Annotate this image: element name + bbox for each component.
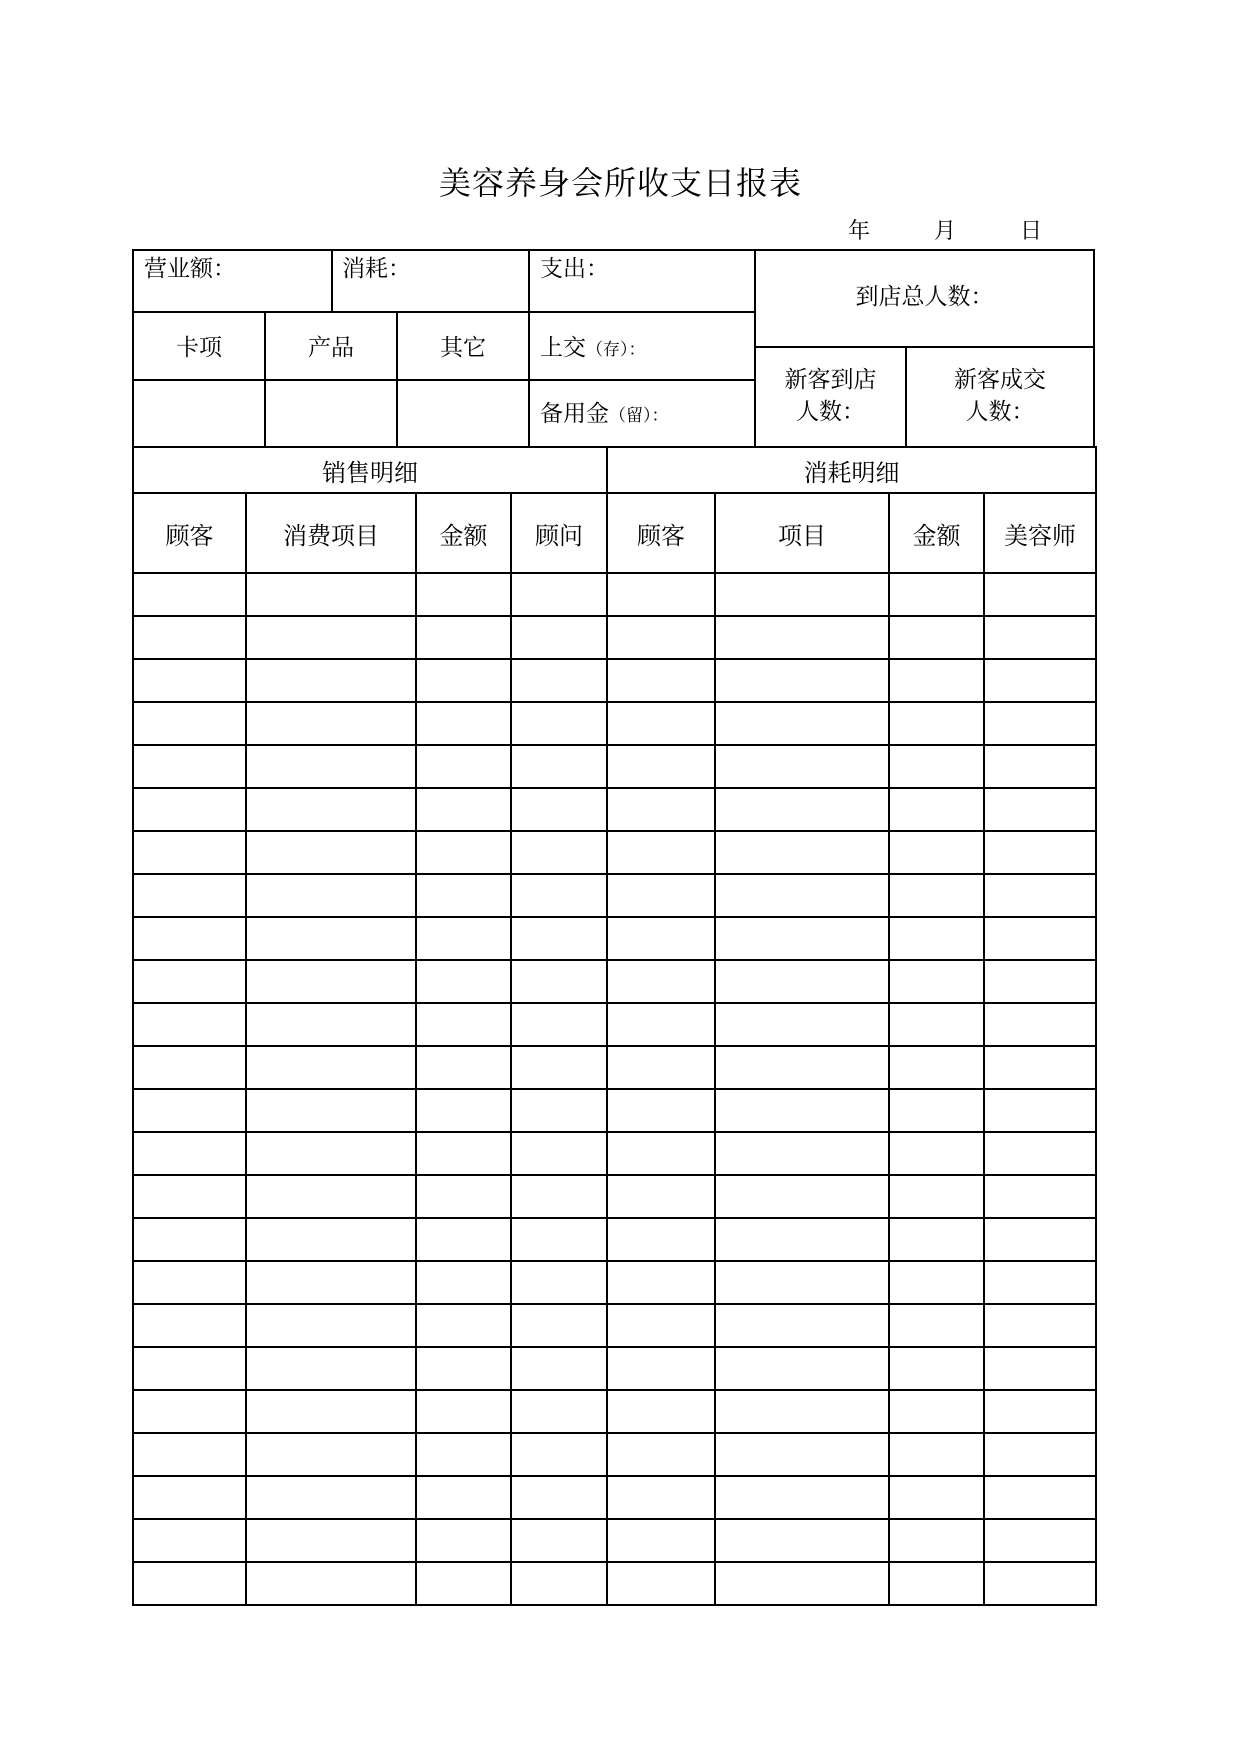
- cell-consume-amount[interactable]: [889, 917, 984, 960]
- cell-consume-amount[interactable]: [889, 831, 984, 874]
- cell-consume-item[interactable]: [715, 1003, 889, 1046]
- cell-consume-amount[interactable]: [889, 573, 984, 616]
- table-row: [133, 788, 1096, 831]
- cell-sales-customer[interactable]: [133, 1562, 246, 1605]
- cell-sales-amount[interactable]: [416, 573, 511, 616]
- cell-consume-item[interactable]: [715, 874, 889, 917]
- summary-divider: [331, 249, 333, 312]
- cell-sales-item[interactable]: [246, 1261, 416, 1304]
- cell-sales-consultant[interactable]: [511, 1390, 607, 1433]
- cell-consume-amount[interactable]: [889, 1089, 984, 1132]
- cell-consume-item[interactable]: [715, 659, 889, 702]
- cell-sales-consultant[interactable]: [511, 917, 607, 960]
- cell-sales-amount[interactable]: [416, 831, 511, 874]
- cell-consume-amount[interactable]: [889, 1433, 984, 1476]
- product-value-cell[interactable]: [266, 381, 396, 447]
- cell-sales-customer[interactable]: [133, 1476, 246, 1519]
- cell-consume-customer[interactable]: [607, 745, 715, 788]
- cell-consume-item[interactable]: [715, 702, 889, 745]
- cell-sales-item[interactable]: [246, 1046, 416, 1089]
- table-row: [133, 1476, 1096, 1519]
- table-row: [133, 1562, 1096, 1605]
- cell-consume-amount[interactable]: [889, 659, 984, 702]
- cell-sales-customer[interactable]: [133, 1046, 246, 1089]
- cell-consume-customer[interactable]: [607, 1304, 715, 1347]
- table-row: [133, 831, 1096, 874]
- cell-sales-item[interactable]: [246, 1132, 416, 1175]
- cell-sales-item[interactable]: [246, 788, 416, 831]
- cell-sales-customer[interactable]: [133, 788, 246, 831]
- cell-consume-customer[interactable]: [607, 1132, 715, 1175]
- cell-consume-amount[interactable]: [889, 745, 984, 788]
- cell-sales-amount[interactable]: [416, 1562, 511, 1605]
- sales-detail-header: 销售明细: [133, 447, 607, 493]
- cell-sales-amount[interactable]: [416, 874, 511, 917]
- cell-consume-beautician[interactable]: [984, 874, 1096, 917]
- reserve-note: （留）：: [609, 406, 669, 426]
- other-value-cell[interactable]: [398, 381, 528, 447]
- cell-sales-customer[interactable]: [133, 702, 246, 745]
- cell-sales-customer[interactable]: [133, 831, 246, 874]
- section-header-row: [133, 447, 1096, 493]
- cell-sales-consultant[interactable]: [511, 745, 607, 788]
- cell-sales-amount[interactable]: [416, 702, 511, 745]
- cell-sales-consultant[interactable]: [511, 1003, 607, 1046]
- cell-sales-consultant[interactable]: [511, 1476, 607, 1519]
- new-visitors-field[interactable]: 人数：: [796, 399, 865, 425]
- table-row: [133, 1089, 1096, 1132]
- table-row: [133, 1175, 1096, 1218]
- cell-consume-item[interactable]: [715, 1390, 889, 1433]
- col-sales-item: 消费项目: [246, 493, 416, 573]
- cell-consume-beautician[interactable]: [984, 1218, 1096, 1261]
- cell-sales-consultant[interactable]: [511, 874, 607, 917]
- cell-consume-amount[interactable]: [889, 616, 984, 659]
- cell-sales-consultant[interactable]: [511, 1562, 607, 1605]
- cell-sales-amount[interactable]: [416, 1046, 511, 1089]
- cell-consume-amount[interactable]: [889, 1304, 984, 1347]
- cell-sales-item[interactable]: [246, 1304, 416, 1347]
- cell-sales-consultant[interactable]: [511, 1347, 607, 1390]
- cell-consume-customer[interactable]: [607, 788, 715, 831]
- cell-consume-item[interactable]: [715, 1089, 889, 1132]
- submitted-label: 上交: [540, 335, 586, 361]
- cell-sales-consultant[interactable]: [511, 1261, 607, 1304]
- cell-sales-consultant[interactable]: [511, 1519, 607, 1562]
- cell-sales-consultant[interactable]: [511, 1433, 607, 1476]
- cell-consume-amount[interactable]: [889, 702, 984, 745]
- total-visitors-field[interactable]: 到店总人数：: [855, 284, 994, 310]
- col-consume-customer: 顾客: [607, 493, 715, 573]
- summary-divider: [754, 346, 1095, 348]
- cell-sales-amount[interactable]: [416, 1390, 511, 1433]
- submitted-note: （存）：: [586, 340, 646, 360]
- cell-sales-item[interactable]: [246, 1519, 416, 1562]
- cell-consume-amount[interactable]: [889, 874, 984, 917]
- submitted-field[interactable]: [540, 333, 646, 365]
- cell-consume-customer[interactable]: [607, 1519, 715, 1562]
- table-row: [133, 1347, 1096, 1390]
- cell-consume-customer[interactable]: [607, 1390, 715, 1433]
- cell-sales-customer[interactable]: [133, 960, 246, 1003]
- cell-sales-amount[interactable]: [416, 1132, 511, 1175]
- cell-consume-item[interactable]: [715, 1562, 889, 1605]
- col-consume-item: 项目: [715, 493, 889, 573]
- cell-sales-amount[interactable]: [416, 1433, 511, 1476]
- cell-sales-amount[interactable]: [416, 659, 511, 702]
- cell-consume-beautician[interactable]: [984, 917, 1096, 960]
- cell-sales-item[interactable]: [246, 1218, 416, 1261]
- cell-sales-item[interactable]: [246, 573, 416, 616]
- cell-sales-customer[interactable]: [133, 616, 246, 659]
- cell-sales-amount[interactable]: [416, 1218, 511, 1261]
- cell-sales-customer[interactable]: [133, 659, 246, 702]
- table-row: [133, 1132, 1096, 1175]
- cell-consume-amount[interactable]: [889, 1046, 984, 1089]
- revenue-field[interactable]: 营业额：: [144, 256, 236, 282]
- cell-sales-item[interactable]: [246, 1433, 416, 1476]
- cell-consume-customer[interactable]: [607, 702, 715, 745]
- report-title: 美容养身会所收支日报表: [438, 164, 802, 202]
- cell-consume-beautician[interactable]: [984, 1390, 1096, 1433]
- cell-sales-consultant[interactable]: [511, 960, 607, 1003]
- cell-consume-beautician[interactable]: [984, 573, 1096, 616]
- table-row: [133, 616, 1096, 659]
- cell-sales-item[interactable]: [246, 1476, 416, 1519]
- cell-consume-beautician[interactable]: [984, 1046, 1096, 1089]
- cell-sales-customer[interactable]: [133, 1519, 246, 1562]
- cell-sales-amount[interactable]: [416, 960, 511, 1003]
- cell-consume-beautician[interactable]: [984, 1562, 1096, 1605]
- cell-sales-consultant[interactable]: [511, 1304, 607, 1347]
- cell-consume-customer[interactable]: [607, 616, 715, 659]
- cell-sales-amount[interactable]: [416, 917, 511, 960]
- table-row: [133, 874, 1096, 917]
- col-consume-amount: 金额: [889, 493, 984, 573]
- cell-sales-item[interactable]: [246, 1390, 416, 1433]
- date-day-label: 日: [1020, 219, 1043, 244]
- col-consume-beautician: 美容师: [984, 493, 1096, 573]
- card-label: 卡项: [176, 335, 222, 361]
- cell-consume-item[interactable]: [715, 917, 889, 960]
- cell-consume-beautician[interactable]: [984, 960, 1096, 1003]
- new-deals-field[interactable]: 人数：: [965, 399, 1035, 425]
- cell-consume-beautician[interactable]: [984, 1175, 1096, 1218]
- new-visitors-label: 新客到店: [784, 367, 877, 393]
- cell-consume-customer[interactable]: [607, 659, 715, 702]
- cell-consume-amount[interactable]: [889, 1390, 984, 1433]
- date-month-label: 月: [934, 219, 957, 244]
- cell-consume-beautician[interactable]: [984, 1519, 1096, 1562]
- cell-consume-beautician[interactable]: [984, 1433, 1096, 1476]
- cell-sales-customer[interactable]: [133, 1003, 246, 1046]
- cell-consume-item[interactable]: [715, 1519, 889, 1562]
- cell-consume-amount[interactable]: [889, 1261, 984, 1304]
- table-row: [133, 1003, 1096, 1046]
- cell-consume-item[interactable]: [715, 831, 889, 874]
- cell-consume-beautician[interactable]: [984, 1132, 1096, 1175]
- cell-sales-customer[interactable]: [133, 1089, 246, 1132]
- cell-sales-consultant[interactable]: [511, 616, 607, 659]
- cell-consume-item[interactable]: [715, 1218, 889, 1261]
- table-row: [133, 917, 1096, 960]
- cell-consume-customer[interactable]: [607, 960, 715, 1003]
- cell-consume-customer[interactable]: [607, 573, 715, 616]
- product-label: 产品: [308, 335, 354, 361]
- cell-sales-amount[interactable]: [416, 1089, 511, 1132]
- cell-consume-customer[interactable]: [607, 1218, 715, 1261]
- cell-consume-customer[interactable]: [607, 1562, 715, 1605]
- cell-sales-consultant[interactable]: [511, 573, 607, 616]
- cell-sales-consultant[interactable]: [511, 1175, 607, 1218]
- cell-sales-item[interactable]: [246, 1562, 416, 1605]
- cell-sales-amount[interactable]: [416, 745, 511, 788]
- cell-sales-customer[interactable]: [133, 745, 246, 788]
- table-row: [133, 1046, 1096, 1089]
- cell-sales-amount[interactable]: [416, 1003, 511, 1046]
- cell-sales-item[interactable]: [246, 702, 416, 745]
- cell-consume-customer[interactable]: [607, 874, 715, 917]
- table-row: [133, 1433, 1096, 1476]
- cell-consume-beautician[interactable]: [984, 1347, 1096, 1390]
- cell-sales-customer[interactable]: [133, 1433, 246, 1476]
- cell-sales-customer[interactable]: [133, 1390, 246, 1433]
- cell-consume-beautician[interactable]: [984, 1003, 1096, 1046]
- cell-consume-amount[interactable]: [889, 1519, 984, 1562]
- summary-divider: [528, 249, 530, 447]
- cell-consume-item[interactable]: [715, 1304, 889, 1347]
- cell-sales-item[interactable]: [246, 616, 416, 659]
- cell-sales-customer[interactable]: [133, 1304, 246, 1347]
- column-header-row: [133, 493, 1096, 573]
- new-deals-label: 新客成交: [954, 367, 1046, 393]
- cell-sales-customer[interactable]: [133, 573, 246, 616]
- cell-consume-beautician[interactable]: [984, 831, 1096, 874]
- cell-consume-beautician[interactable]: [984, 1089, 1096, 1132]
- cell-consume-item[interactable]: [715, 960, 889, 1003]
- date-year-label: 年: [848, 219, 871, 244]
- cell-sales-item[interactable]: [246, 1003, 416, 1046]
- cell-sales-customer[interactable]: [133, 917, 246, 960]
- cell-sales-amount[interactable]: [416, 1519, 511, 1562]
- cell-consume-customer[interactable]: [607, 1261, 715, 1304]
- cell-consume-customer[interactable]: [607, 1476, 715, 1519]
- cell-consume-customer[interactable]: [607, 1433, 715, 1476]
- other-label: 其它: [440, 335, 486, 361]
- cell-consume-beautician[interactable]: [984, 702, 1096, 745]
- cell-consume-item[interactable]: [715, 1175, 889, 1218]
- cell-sales-amount[interactable]: [416, 1476, 511, 1519]
- cell-sales-item[interactable]: [246, 1347, 416, 1390]
- cell-sales-customer[interactable]: [133, 874, 246, 917]
- cell-consume-item[interactable]: [715, 1261, 889, 1304]
- cell-consume-item[interactable]: [715, 1347, 889, 1390]
- cell-sales-amount[interactable]: [416, 1261, 511, 1304]
- cell-consume-amount[interactable]: [889, 1175, 984, 1218]
- cell-consume-item[interactable]: [715, 1476, 889, 1519]
- cell-consume-customer[interactable]: [607, 1046, 715, 1089]
- cell-sales-consultant[interactable]: [511, 831, 607, 874]
- table-row: [133, 745, 1096, 788]
- detail-table-body: [133, 447, 1096, 1605]
- cell-consume-amount[interactable]: [889, 1562, 984, 1605]
- cell-sales-customer[interactable]: [133, 1175, 246, 1218]
- cell-sales-item[interactable]: [246, 917, 416, 960]
- cell-consume-customer[interactable]: [607, 1003, 715, 1046]
- table-row: [133, 1218, 1096, 1261]
- cell-consume-beautician[interactable]: [984, 659, 1096, 702]
- cell-consume-customer[interactable]: [607, 831, 715, 874]
- cell-sales-consultant[interactable]: [511, 702, 607, 745]
- cell-consume-beautician[interactable]: [984, 1261, 1096, 1304]
- table-row: [133, 659, 1096, 702]
- cell-sales-item[interactable]: [246, 745, 416, 788]
- cell-consume-item[interactable]: [715, 573, 889, 616]
- col-sales-customer: 顾客: [133, 493, 246, 573]
- cell-consume-amount[interactable]: [889, 1003, 984, 1046]
- cell-sales-customer[interactable]: [133, 1261, 246, 1304]
- cell-sales-amount[interactable]: [416, 1304, 511, 1347]
- cell-sales-amount[interactable]: [416, 1347, 511, 1390]
- cell-consume-item[interactable]: [715, 616, 889, 659]
- table-row: [133, 1390, 1096, 1433]
- cell-sales-amount[interactable]: [416, 1175, 511, 1218]
- cell-consume-item[interactable]: [715, 788, 889, 831]
- cell-consume-amount[interactable]: [889, 1132, 984, 1175]
- consumption-field[interactable]: 消耗：: [342, 256, 411, 282]
- reserve-field[interactable]: [540, 399, 669, 431]
- reserve-label: 备用金: [540, 401, 609, 427]
- cell-consume-item[interactable]: [715, 1132, 889, 1175]
- cell-sales-customer[interactable]: [133, 1132, 246, 1175]
- cell-consume-customer[interactable]: [607, 1347, 715, 1390]
- cell-consume-amount[interactable]: [889, 1347, 984, 1390]
- cell-sales-consultant[interactable]: [511, 788, 607, 831]
- cell-consume-customer[interactable]: [607, 1175, 715, 1218]
- cell-consume-item[interactable]: [715, 1433, 889, 1476]
- cell-consume-customer[interactable]: [607, 917, 715, 960]
- summary-border-right: [1093, 249, 1095, 447]
- expense-field[interactable]: 支出：: [540, 256, 609, 282]
- col-sales-consultant: 顾问: [511, 493, 607, 573]
- detail-table: [132, 446, 1097, 1606]
- cell-consume-amount[interactable]: [889, 788, 984, 831]
- table-row: [133, 702, 1096, 745]
- cell-consume-beautician[interactable]: [984, 1304, 1096, 1347]
- cell-sales-item[interactable]: [246, 874, 416, 917]
- cell-sales-amount[interactable]: [416, 788, 511, 831]
- cell-sales-consultant[interactable]: [511, 1132, 607, 1175]
- cell-consume-beautician[interactable]: [984, 745, 1096, 788]
- table-row: [133, 573, 1096, 616]
- table-row: [133, 960, 1096, 1003]
- cell-sales-customer[interactable]: [133, 1218, 246, 1261]
- cell-sales-item[interactable]: [246, 960, 416, 1003]
- summary-section: [132, 249, 1095, 447]
- table-row: [133, 1304, 1096, 1347]
- cell-consume-item[interactable]: [715, 745, 889, 788]
- cell-consume-amount[interactable]: [889, 1218, 984, 1261]
- card-value-cell[interactable]: [134, 381, 264, 447]
- consumption-detail-header: 消耗明细: [607, 447, 1096, 493]
- summary-border-top: [132, 249, 1095, 251]
- cell-sales-amount[interactable]: [416, 616, 511, 659]
- cell-sales-item[interactable]: [246, 659, 416, 702]
- cell-sales-item[interactable]: [246, 831, 416, 874]
- cell-consume-customer[interactable]: [607, 1089, 715, 1132]
- cell-consume-amount[interactable]: [889, 1476, 984, 1519]
- cell-sales-consultant[interactable]: [511, 1046, 607, 1089]
- cell-sales-consultant[interactable]: [511, 1089, 607, 1132]
- cell-consume-beautician[interactable]: [984, 616, 1096, 659]
- table-row: [133, 1519, 1096, 1562]
- summary-divider: [132, 311, 754, 313]
- cell-consume-item[interactable]: [715, 1046, 889, 1089]
- col-sales-amount: 金额: [416, 493, 511, 573]
- cell-sales-item[interactable]: [246, 1175, 416, 1218]
- cell-consume-beautician[interactable]: [984, 1476, 1096, 1519]
- cell-sales-customer[interactable]: [133, 1347, 246, 1390]
- cell-sales-consultant[interactable]: [511, 1218, 607, 1261]
- cell-consume-beautician[interactable]: [984, 788, 1096, 831]
- cell-sales-consultant[interactable]: [511, 659, 607, 702]
- cell-sales-item[interactable]: [246, 1089, 416, 1132]
- cell-consume-amount[interactable]: [889, 960, 984, 1003]
- table-row: [133, 1261, 1096, 1304]
